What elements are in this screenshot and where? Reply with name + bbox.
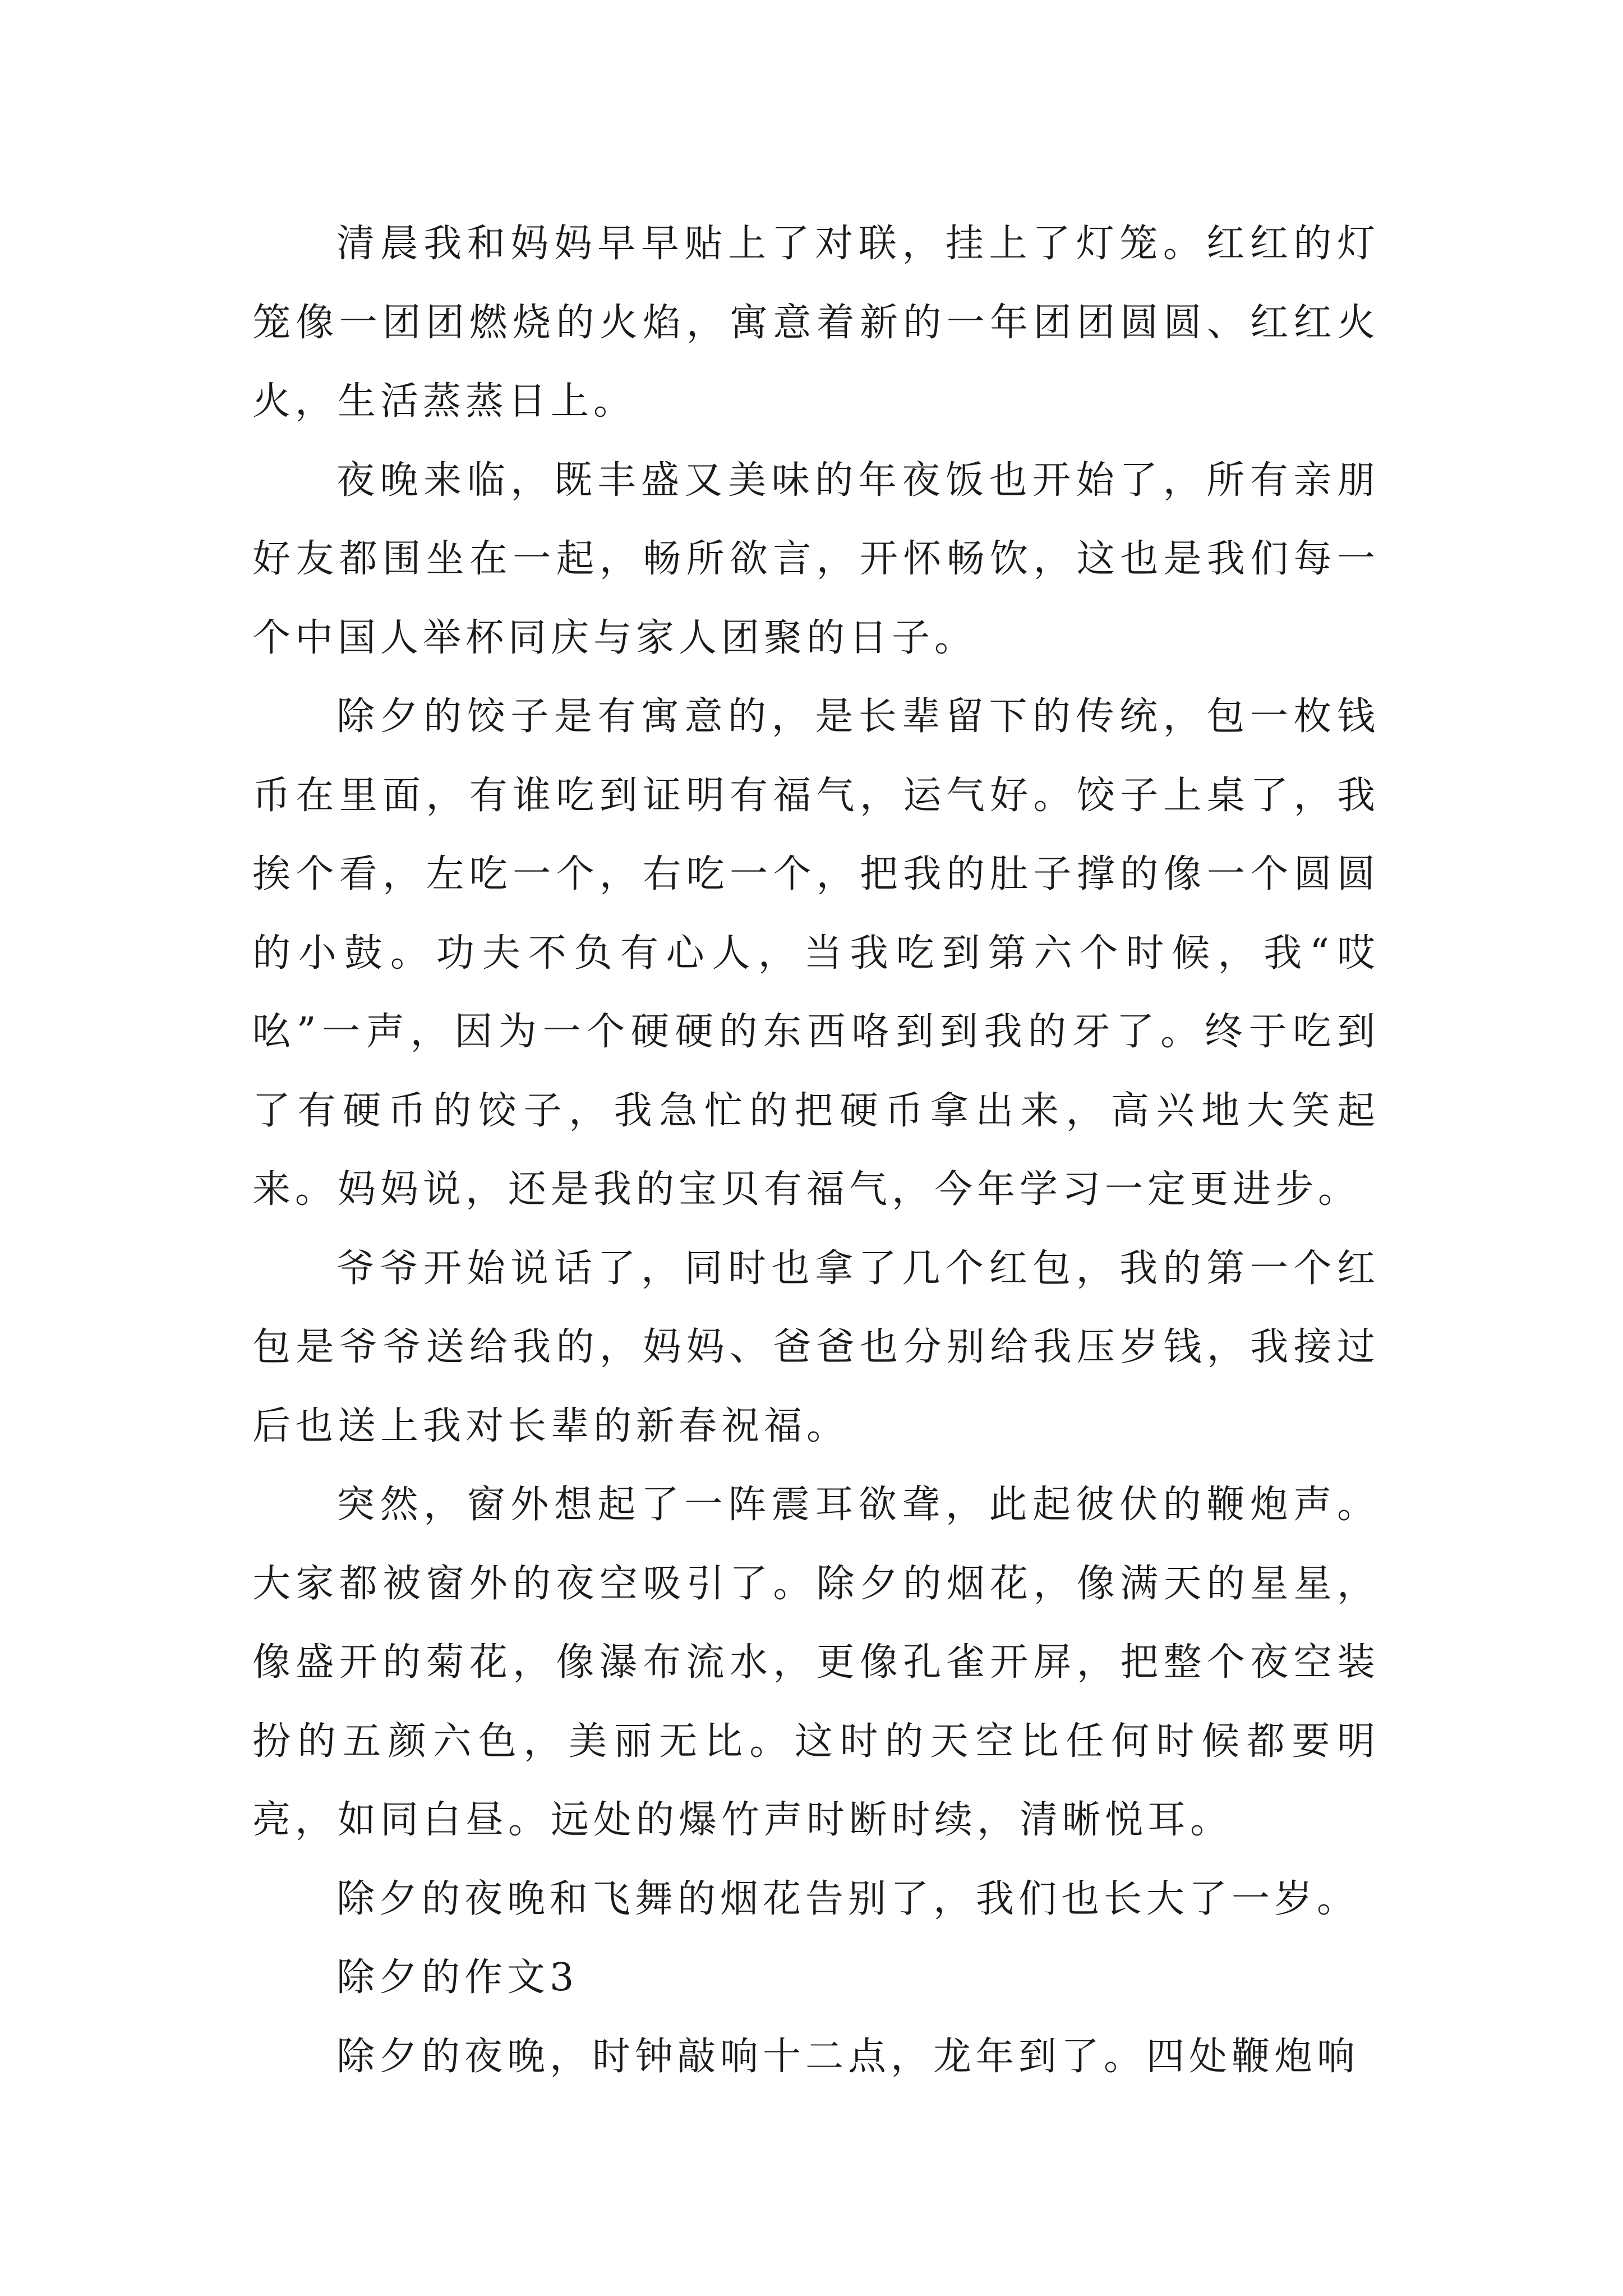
paragraph-fireworks: 突然，窗外想起了一阵震耳欲聋，此起彼伏的鞭炮声。大家都被窗外的夜空吸引了。除夕的烟花，像满天的星星，像盛开的菊花，像瀑布流水，更像孔雀开屏，把整个夜空装扮的五颜六色，美丽无比。这时的天空比任何时候都要明亮，如同白昼。远处的爆竹声时断时续，清晰悦耳。: [252, 1483, 1380, 1842]
document-body: [252, 205, 1380, 2096]
paragraph-dumplings: 除夕的饺子是有寓意的，是长辈留下的传统，包一枚钱币在里面，有谁吃到证明有福气，运气好。饺子上桌了，我挨个看，左吃一个，右吃一个，把我的肚子撑的像一个圆圆的小鼓。功夫不负有心人，当我吃到第六个时候，我“哎吆”一声，因为一个硬硬的东西咯到到我的牙了。终于吃到了有硬币的饺子，我急忙的把硬币拿出来，高兴地大笑起来。妈妈说，还是我的宝贝有福气，今年学习一定更进步。: [252, 694, 1380, 1212]
paragraph-midnight: 除夕的夜晚，时钟敲响十二点，龙年到了。四处鞭炮响: [336, 2034, 1360, 2079]
paragraph-couplets: 清晨我和妈妈早早贴上了对联，挂上了灯笼。红红的灯笼像一团团燃烧的火焰，寓意着新的一年团团圆圆、红红火火，生活蒸蒸日上。: [252, 222, 1380, 424]
paragraph-farewell: 除夕的夜晚和飞舞的烟花告别了，我们也长大了一岁。: [336, 1876, 1360, 1921]
paragraph-dinner: 夜晚来临，既丰盛又美味的年夜饭也开始了，所有亲朋好友都围坐在一起，畅所欲言，开怀畅饮，这也是我们每一个中国人举杯同庆与家人团聚的日子。: [252, 458, 1380, 660]
section-heading: 除夕的作文3: [336, 1955, 579, 2000]
paragraph-red-envelopes: 爷爷开始说话了，同时也拿了几个红包，我的第一个红包是爷爷送给我的，妈妈、爸爸也分别给我压岁钱，我接过后也送上我对长辈的新春祝福。: [252, 1246, 1380, 1448]
